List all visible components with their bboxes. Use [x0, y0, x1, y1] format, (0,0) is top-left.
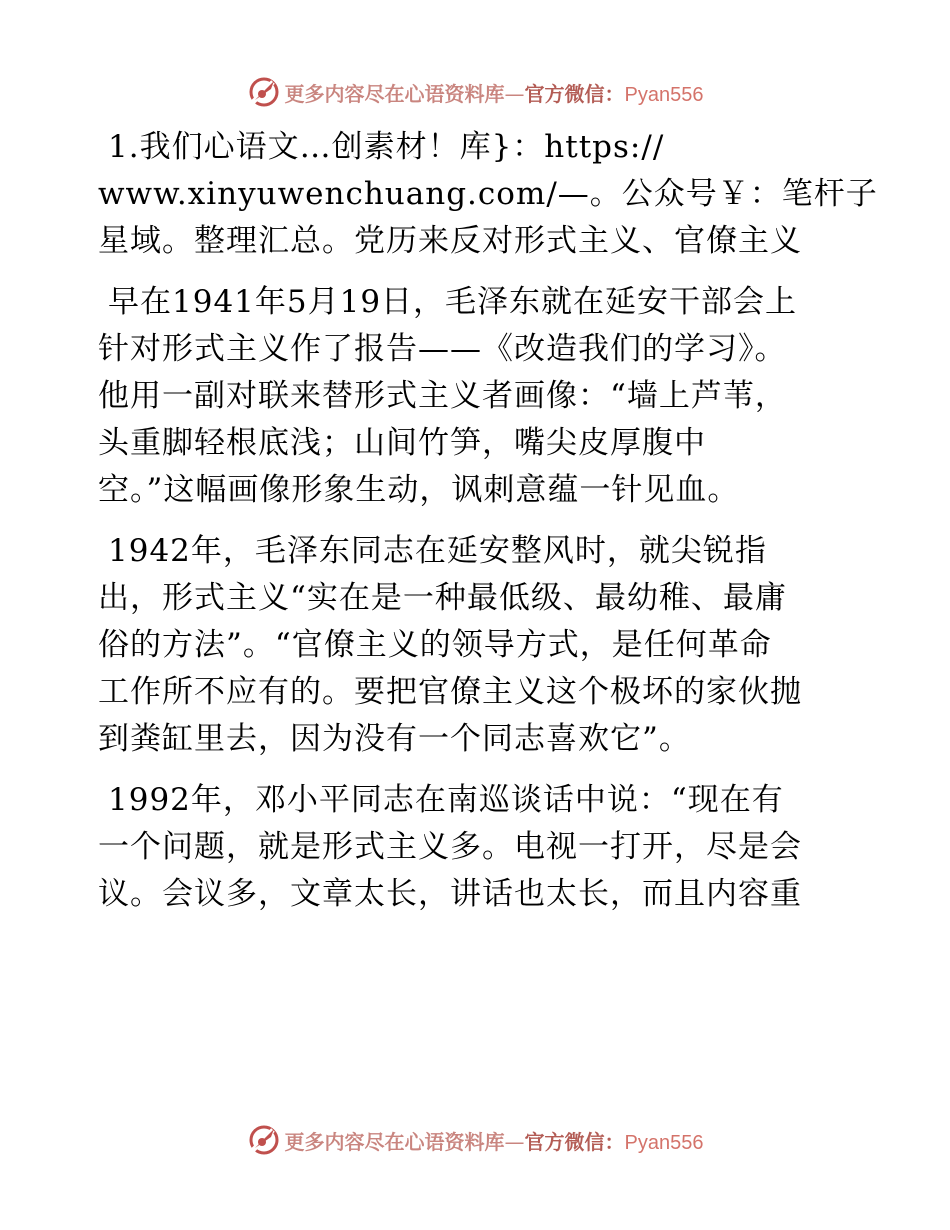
text-line: 工作所不应有的。要把官僚主义这个极坏的家伙抛 — [98, 674, 802, 710]
text-line: 1992年，邓小平同志在南巡谈话中说：“现在有 — [108, 782, 784, 818]
text-line: 星域。整理汇总。党历来反对形式主义、官僚主义 — [98, 223, 802, 259]
text-line: 1942年，毛泽东同志在延安整风时，就尖锐指 — [108, 533, 767, 569]
banner-wechat-label: 官方微信： — [524, 1129, 625, 1154]
text-line: 针对形式主义作了报告——《改造我们的学习》。 — [98, 331, 787, 367]
logo-icon — [247, 75, 281, 109]
paragraph-2 — [98, 279, 858, 514]
banner-account: Pyan556 — [624, 1131, 704, 1154]
text-line: 出，形式主义“实在是一种最低级、最幼稚、最庸 — [98, 580, 787, 616]
text-line: www.xinyuwenchuang.com/—。公众号￥：笔杆子 — [98, 176, 878, 212]
text-line: 头重脚轻根底浅；山间竹笋，嘴尖皮厚腹中 — [98, 425, 706, 461]
text-line: 俗的方法”。“官僚主义的领导方式，是任何革命 — [98, 627, 772, 663]
document-body — [98, 124, 878, 932]
text-line: 1.我们心语文…创素材！库}：https:// — [108, 129, 665, 165]
text-line: 他用一副对联来替形式主义者画像：“墙上芦苇， — [98, 378, 787, 414]
text-line: 一个问题，就是形式主义多。电视一打开，尽是会 — [98, 829, 802, 865]
header-banner-text — [285, 78, 704, 107]
text-line: 到粪缸里去，因为没有一个同志喜欢它”。 — [98, 721, 691, 757]
footer-banner-text — [285, 1126, 704, 1155]
header-banner — [0, 72, 950, 112]
footer-banner — [0, 1120, 950, 1160]
paragraph-1 — [98, 124, 878, 265]
text-line: 议。会议多，文章太长，讲话也太长，而且内容重 — [98, 876, 802, 912]
banner-slogan: 更多内容尽在心语资料库 — [284, 81, 505, 106]
banner-wechat-label: 官方微信： — [524, 81, 625, 106]
paragraph-4 — [98, 777, 858, 918]
banner-separator: — — [504, 1129, 525, 1154]
text-line: 早在1941年5月19日，毛泽东就在延安干部会上 — [108, 284, 798, 320]
text-line: 空。”这幅画像形象生动，讽刺意蕴一针见血。 — [98, 472, 740, 508]
banner-separator: — — [504, 81, 525, 106]
logo-icon — [247, 1123, 281, 1157]
banner-slogan: 更多内容尽在心语资料库 — [284, 1129, 505, 1154]
banner-account: Pyan556 — [624, 83, 704, 106]
paragraph-3 — [98, 528, 858, 763]
